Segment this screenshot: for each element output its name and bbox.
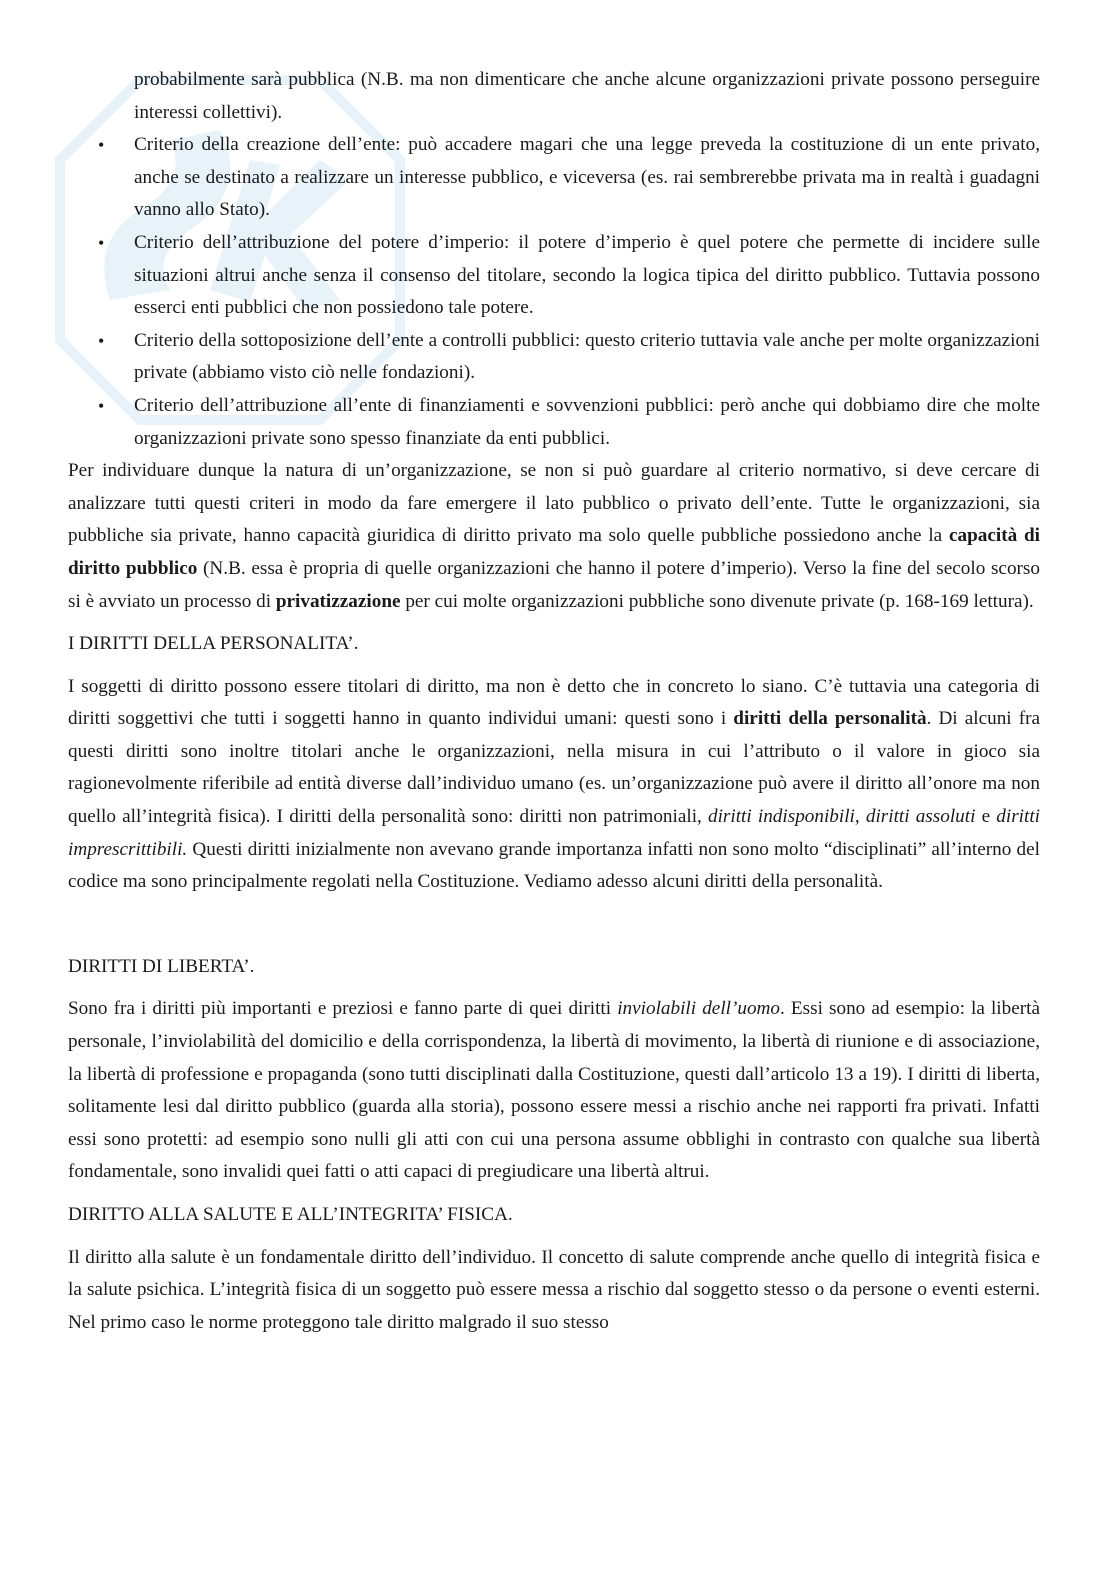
section-heading-salute: DIRITTO ALLA SALUTE E ALL’INTEGRITA’ FISICA. xyxy=(68,1204,513,1225)
list-item: • Criterio della sottoposizione dell’ente a controlli pubblici: questo criterio tuttavia vale anche per molte organizzazioni private (abbiamo visto ciò nelle fondazioni). xyxy=(68,325,1040,390)
bold-term: privatizzazione xyxy=(275,590,401,612)
list-item: • Criterio dell’attribuzione all’ente di finanziamenti e sovvenzioni pubblici: però anche qui dobbiamo dire che molte organizzazioni private sono spesso finanziate da enti pubblici. xyxy=(68,390,1040,455)
bold-term: diritti della personalità xyxy=(733,708,927,730)
italic-term: diritti assoluti xyxy=(865,806,976,828)
list-item: • Criterio dell’attribuzione del potere d’imperio: il potere d’imperio è quel potere che permette di incidere sulle situazioni altrui anche senza il consenso del titolare, secondo la logica tipica del diritto pubblico. Tuttavia possono esserci enti pubblici che non possiedono tale potere. xyxy=(68,227,1040,325)
paragraph-nature: Per individuare dunque la natura di un’organizzazione, se non si può guardare al criterio normativo, si deve cercare di analizzare tutti questi criteri in modo da fare emergere il lato pubblico o privato dell’ente. Tutte le organizzazioni, sia pubbliche sia private, hanno capacità giuridica di diritto privato ma solo quelle pubbliche possiedono anche la capacità di diritto pubblico (N.B. essa è propria di quelle organizzazioni che hanno il potere d’imperio). Verso la fine del secolo scorso si è avviato un processo di privatizzazione per cui molte organizzazioni pubbliche sono divenute private (p. 168-169 lettura). xyxy=(68,460,1041,612)
paragraph-personalita: I soggetti di diritto possono essere titolari di diritto, ma non è detto che in concreto lo siano. C’è tuttavia una categoria di diritti soggettivi che tutti i soggetti hanno in quanto individui umani: questi sono i diritti della personalità. Di alcuni fra questi diritti sono inoltre titolari anche le organizzazioni, nella misura in cui l’attributo o il valore in gioco sia ragionevolmente riferibile ad entità diverse dall’individuo umano (es. un’organizzazione può avere il diritto all’onore ma non quello all’integrità fisica). I diritti della personalità sono: diritti non patrimoniali, diritti indisponibili, diritti assoluti e diritti imprescrittibili. Questi diritti inizialmente non avevano grande importanza infatti non sono molto “disciplinati” all’interno del codice ma sono principalmente regolati nella Costituzione. Vediamo adesso alcuni diritti della personalità. xyxy=(68,675,1041,893)
italic-term: diritti imprescrittibili. xyxy=(68,806,1040,860)
intro-continuation: probabilmente sarà pubblica (N.B. ma non dimenticare che anche alcune organizzazioni private possono perseguire interessi collettivi). xyxy=(134,69,1040,123)
section-heading-liberta: DIRITTI DI LIBERTA’. xyxy=(68,955,255,977)
paragraph-salute: Il diritto alla salute è un fondamentale diritto dell’individuo. Il concetto di salute comprende anche quello di integrità fisica e la salute psichica. L’integrità fisica di un soggetto può essere messa a rischio dal soggetto stesso o da persone o eventi esterni. Nel primo caso le norme proteggono tale diritto malgrado il suo stesso xyxy=(68,1246,1040,1333)
paragraph-liberta: Sono fra i diritti più importanti e preziosi e fanno parte di quei diritti inviolabili dell’uomo. Essi sono ad esempio: la libertà personale, l’inviolabilità del domicilio e della corrispondenza, la libertà di movimento, la libertà di riunione e di associazione, la libertà di professione e propaganda (sono tutti disciplinati dalla Costituzione, questi dall’articolo 13 a 19). I diritti di liberta, solitamente lesi dal diritto pubblico (guarda alla storia), possono essere messi a rischio anche nei rapporti fra privati. Infatti essi sono protetti: ad esempio sono nulli gli atti con cui una persona assume obblighi in contrasto con qualche sua libertà fondamentale, sono invalidi quei fatti o atti capaci di pregiudicare una libertà altrui. xyxy=(68,998,1040,1183)
list-item: • Criterio della creazione dell’ente: può accadere magari che una legge preveda la costituzione di un ente privato, anche se destinato a realizzare un interesse pubblico, e viceversa (es. rai sembrerebbe privata ma in realtà i guadagni vanno allo Stato). xyxy=(68,129,1040,227)
italic-term: diritti indisponibili xyxy=(708,806,855,828)
bold-term: capacità di diritto pubblico xyxy=(68,525,1041,579)
section-heading-personalita: I DIRITTI DELLA PERSONALITA’. xyxy=(68,633,359,655)
italic-term: inviolabili dell’uomo xyxy=(617,998,781,1020)
criteria-list xyxy=(68,129,1040,455)
document-page xyxy=(68,64,1040,1339)
